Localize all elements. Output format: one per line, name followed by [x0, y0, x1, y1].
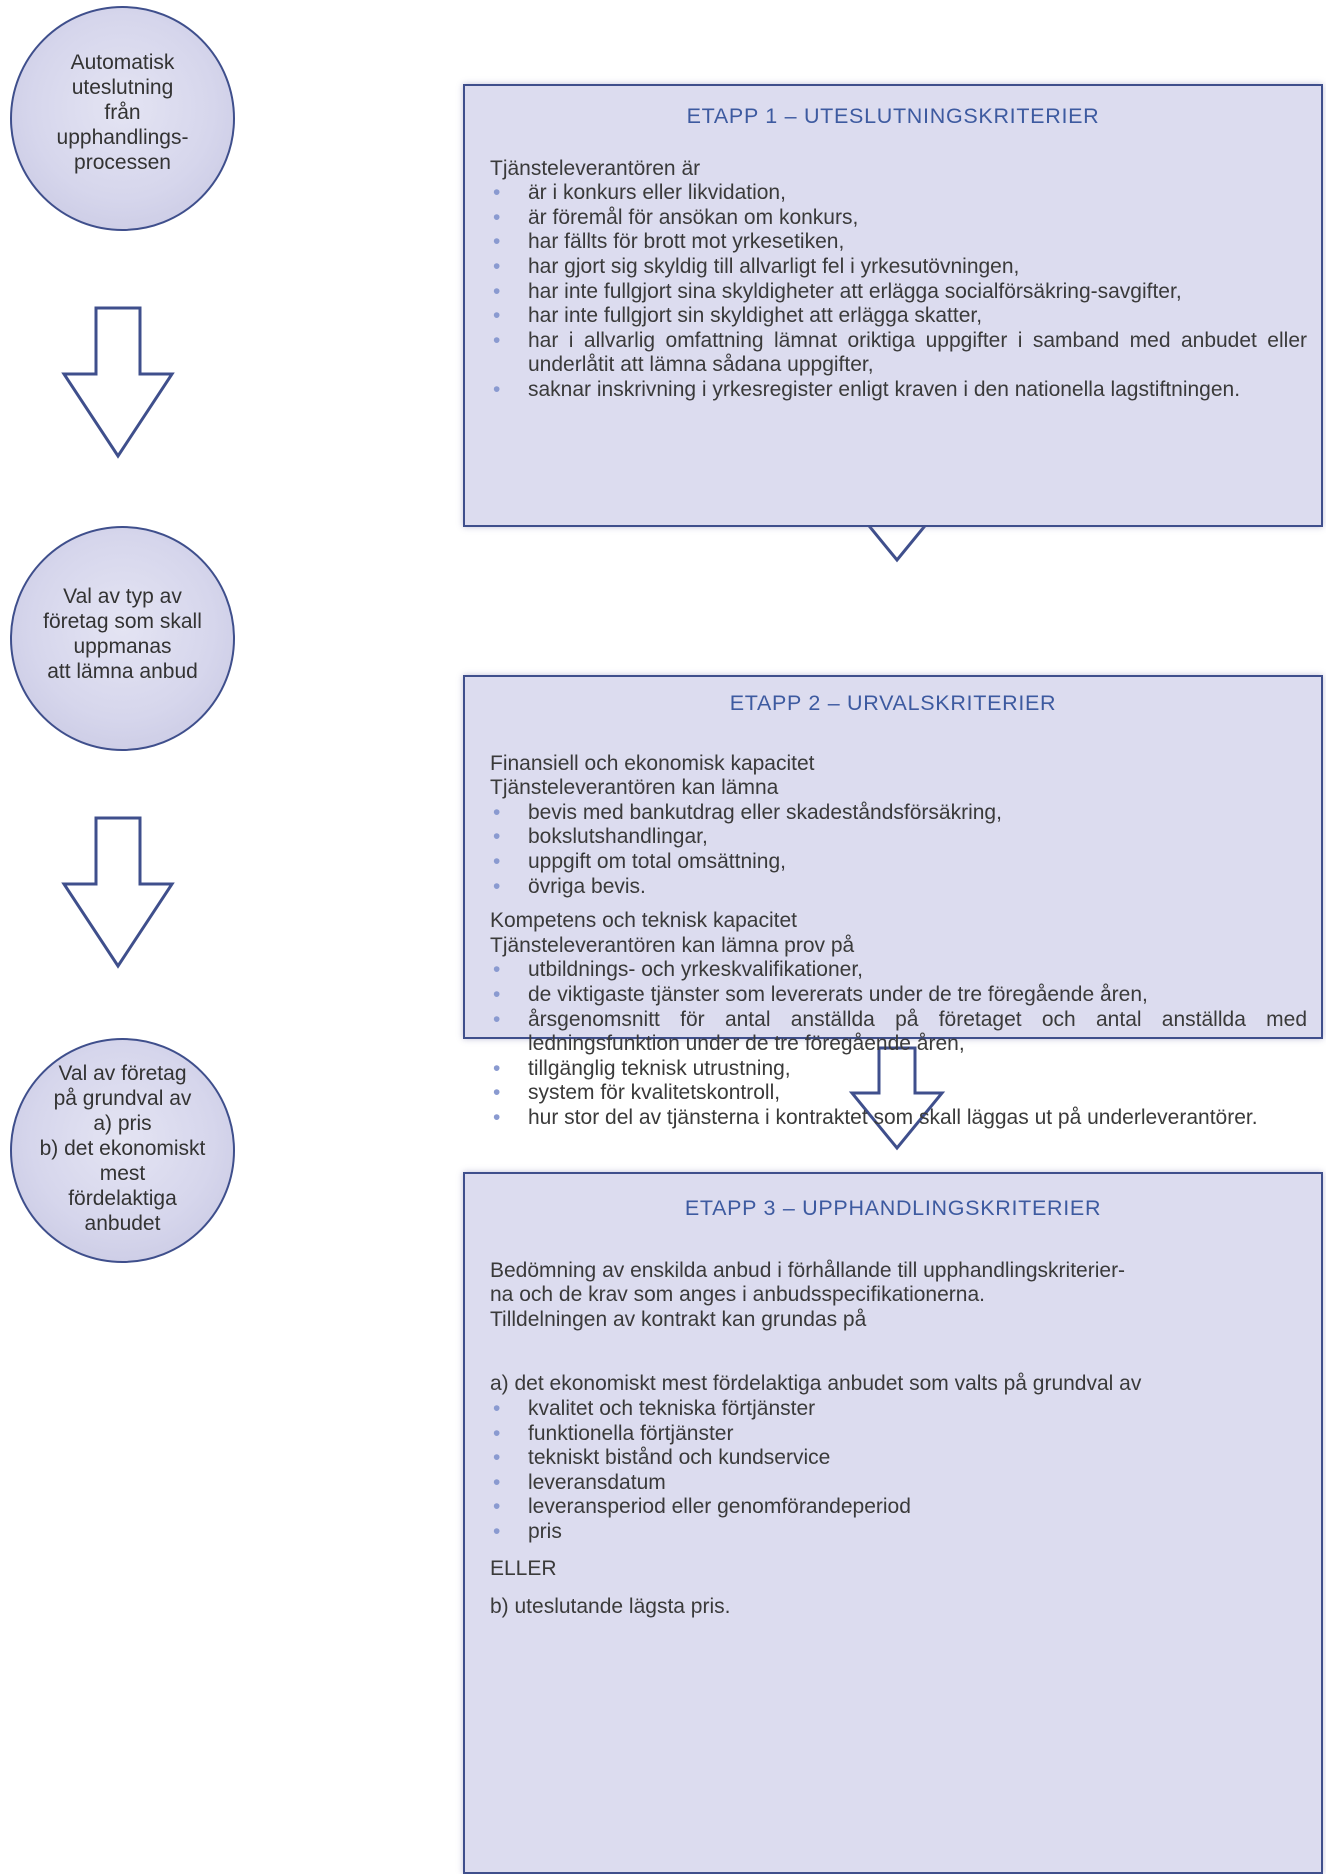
list-item: • har gjort sig skyldig till allvarligt fel i yrkesutövningen, — [490, 255, 1307, 280]
etapp1-box — [463, 84, 1323, 527]
etapp3-or-label: ELLER — [490, 1556, 557, 1580]
list-item: • tillgänglig teknisk utrustning, — [490, 1057, 1307, 1082]
step2-circle-text: Val av typ av företag som skall uppmanas att lämna anbud — [43, 584, 202, 683]
etapp2-title: ETAPP 2 – URVALSKRITERIER — [729, 691, 1057, 715]
etapp3-intro-line2: na och de krav som anges i anbudsspecifikationerna. — [490, 1283, 985, 1307]
etapp2-section1-intro: Tjänsteleverantören kan lämna — [490, 776, 779, 800]
list-item: • är föremål för ansökan om konkurs, — [490, 206, 1307, 231]
etapp1-title: ETAPP 1 – UTESLUTNINGSKRITERIER — [686, 104, 1100, 128]
list-item: • har inte fullgjort sin skyldighet att erlägga skatter, — [490, 304, 1307, 329]
etapp1-intro: Tjänsteleverantören är — [490, 156, 701, 180]
list-item: • årsgenomsnitt för antal anställda på företaget och antal anställda med ledningsfunktion under de tre föregående åren, — [490, 1008, 1307, 1057]
list-item: • de viktigaste tjänster som levererats under de tre föregående åren, — [490, 983, 1307, 1008]
etapp3-title: ETAPP 3 – UPPHANDLINGSKRITERIER — [684, 1196, 1102, 1220]
step3-circle-text: Val av företag på grundval av a) pris b) det ekonomiskt mest fördelaktiga anbudet — [39, 1062, 206, 1235]
list-item: • har i allvarlig omfattning lämnat oriktiga uppgifter i samband med anbudet eller underlåtit att lämna sådana uppgifter, — [490, 329, 1307, 378]
list-item: • bevis med bankutdrag eller skadeståndsförsäkring, — [490, 801, 1307, 826]
etapp3-option-a: a) det ekonomiskt mest fördelaktiga anbudet som valts på grundval av — [490, 1372, 1142, 1396]
list-item: • system för kvalitetskontroll, — [490, 1081, 1307, 1106]
list-item: • funktionella förtjänster — [490, 1422, 1307, 1447]
list-item: • övriga bevis. — [490, 875, 1307, 900]
etapp3-intro-line3: Tilldelningen av kontrakt kan grundas på — [490, 1307, 867, 1331]
etapp3-box — [463, 1172, 1323, 1874]
etapp3-intro-line1: Bedömning av enskilda anbud i förhållande till upphandlingskriterier- — [490, 1258, 1126, 1282]
list-item: • tekniskt bistånd och kundservice — [490, 1446, 1307, 1471]
list-item: • pris — [490, 1520, 1307, 1545]
step3-circle — [10, 1038, 235, 1263]
list-item: • har fällts för brott mot yrkesetiken, — [490, 230, 1307, 255]
step1-circle-text: Automatisk uteslutning från upphandlings- processen — [56, 51, 189, 174]
etapp2-section2-list — [490, 958, 1307, 1130]
etapp2-box — [463, 675, 1323, 1129]
etapp2-section2-intro: Tjänsteleverantören kan lämna prov på — [490, 933, 855, 957]
etapp3-list — [490, 1397, 1307, 1545]
list-item: • saknar inskrivning i yrkesregister enligt kraven i den nationella lagstiftningen. — [490, 378, 1307, 403]
etapp2-section2-heading: Kompetens och teknisk kapacitet — [490, 909, 798, 933]
list-item: • har inte fullgjort sina skyldigheter att erlägga socialförsäkring-savgifter, — [490, 280, 1307, 305]
etapp3-option-b: b) uteslutande lägsta pris. — [490, 1595, 731, 1619]
list-item: • kvalitet och tekniska förtjänster — [490, 1397, 1307, 1422]
list-item: • utbildnings- och yrkeskvalifikationer, — [490, 958, 1307, 983]
list-item: • är i konkurs eller likvidation, — [490, 181, 1307, 206]
list-item: • leveransperiod eller genomförandeperiod — [490, 1495, 1307, 1520]
step1-circle — [10, 6, 235, 231]
down-arrow-icon — [60, 816, 176, 970]
etapp1-list — [490, 181, 1307, 402]
down-arrow-icon — [60, 306, 176, 460]
etapp2-section1-list — [490, 801, 1307, 899]
list-item: • hur stor del av tjänsterna i kontraktet som skall läggas ut på underleverantörer. — [490, 1106, 1307, 1131]
list-item: • leveransdatum — [490, 1471, 1307, 1496]
step2-circle — [10, 526, 235, 751]
list-item: • bokslutshandlingar, — [490, 825, 1307, 850]
etapp2-section1-heading: Finansiell och ekonomisk kapacitet — [490, 751, 815, 775]
list-item: • uppgift om total omsättning, — [490, 850, 1307, 875]
